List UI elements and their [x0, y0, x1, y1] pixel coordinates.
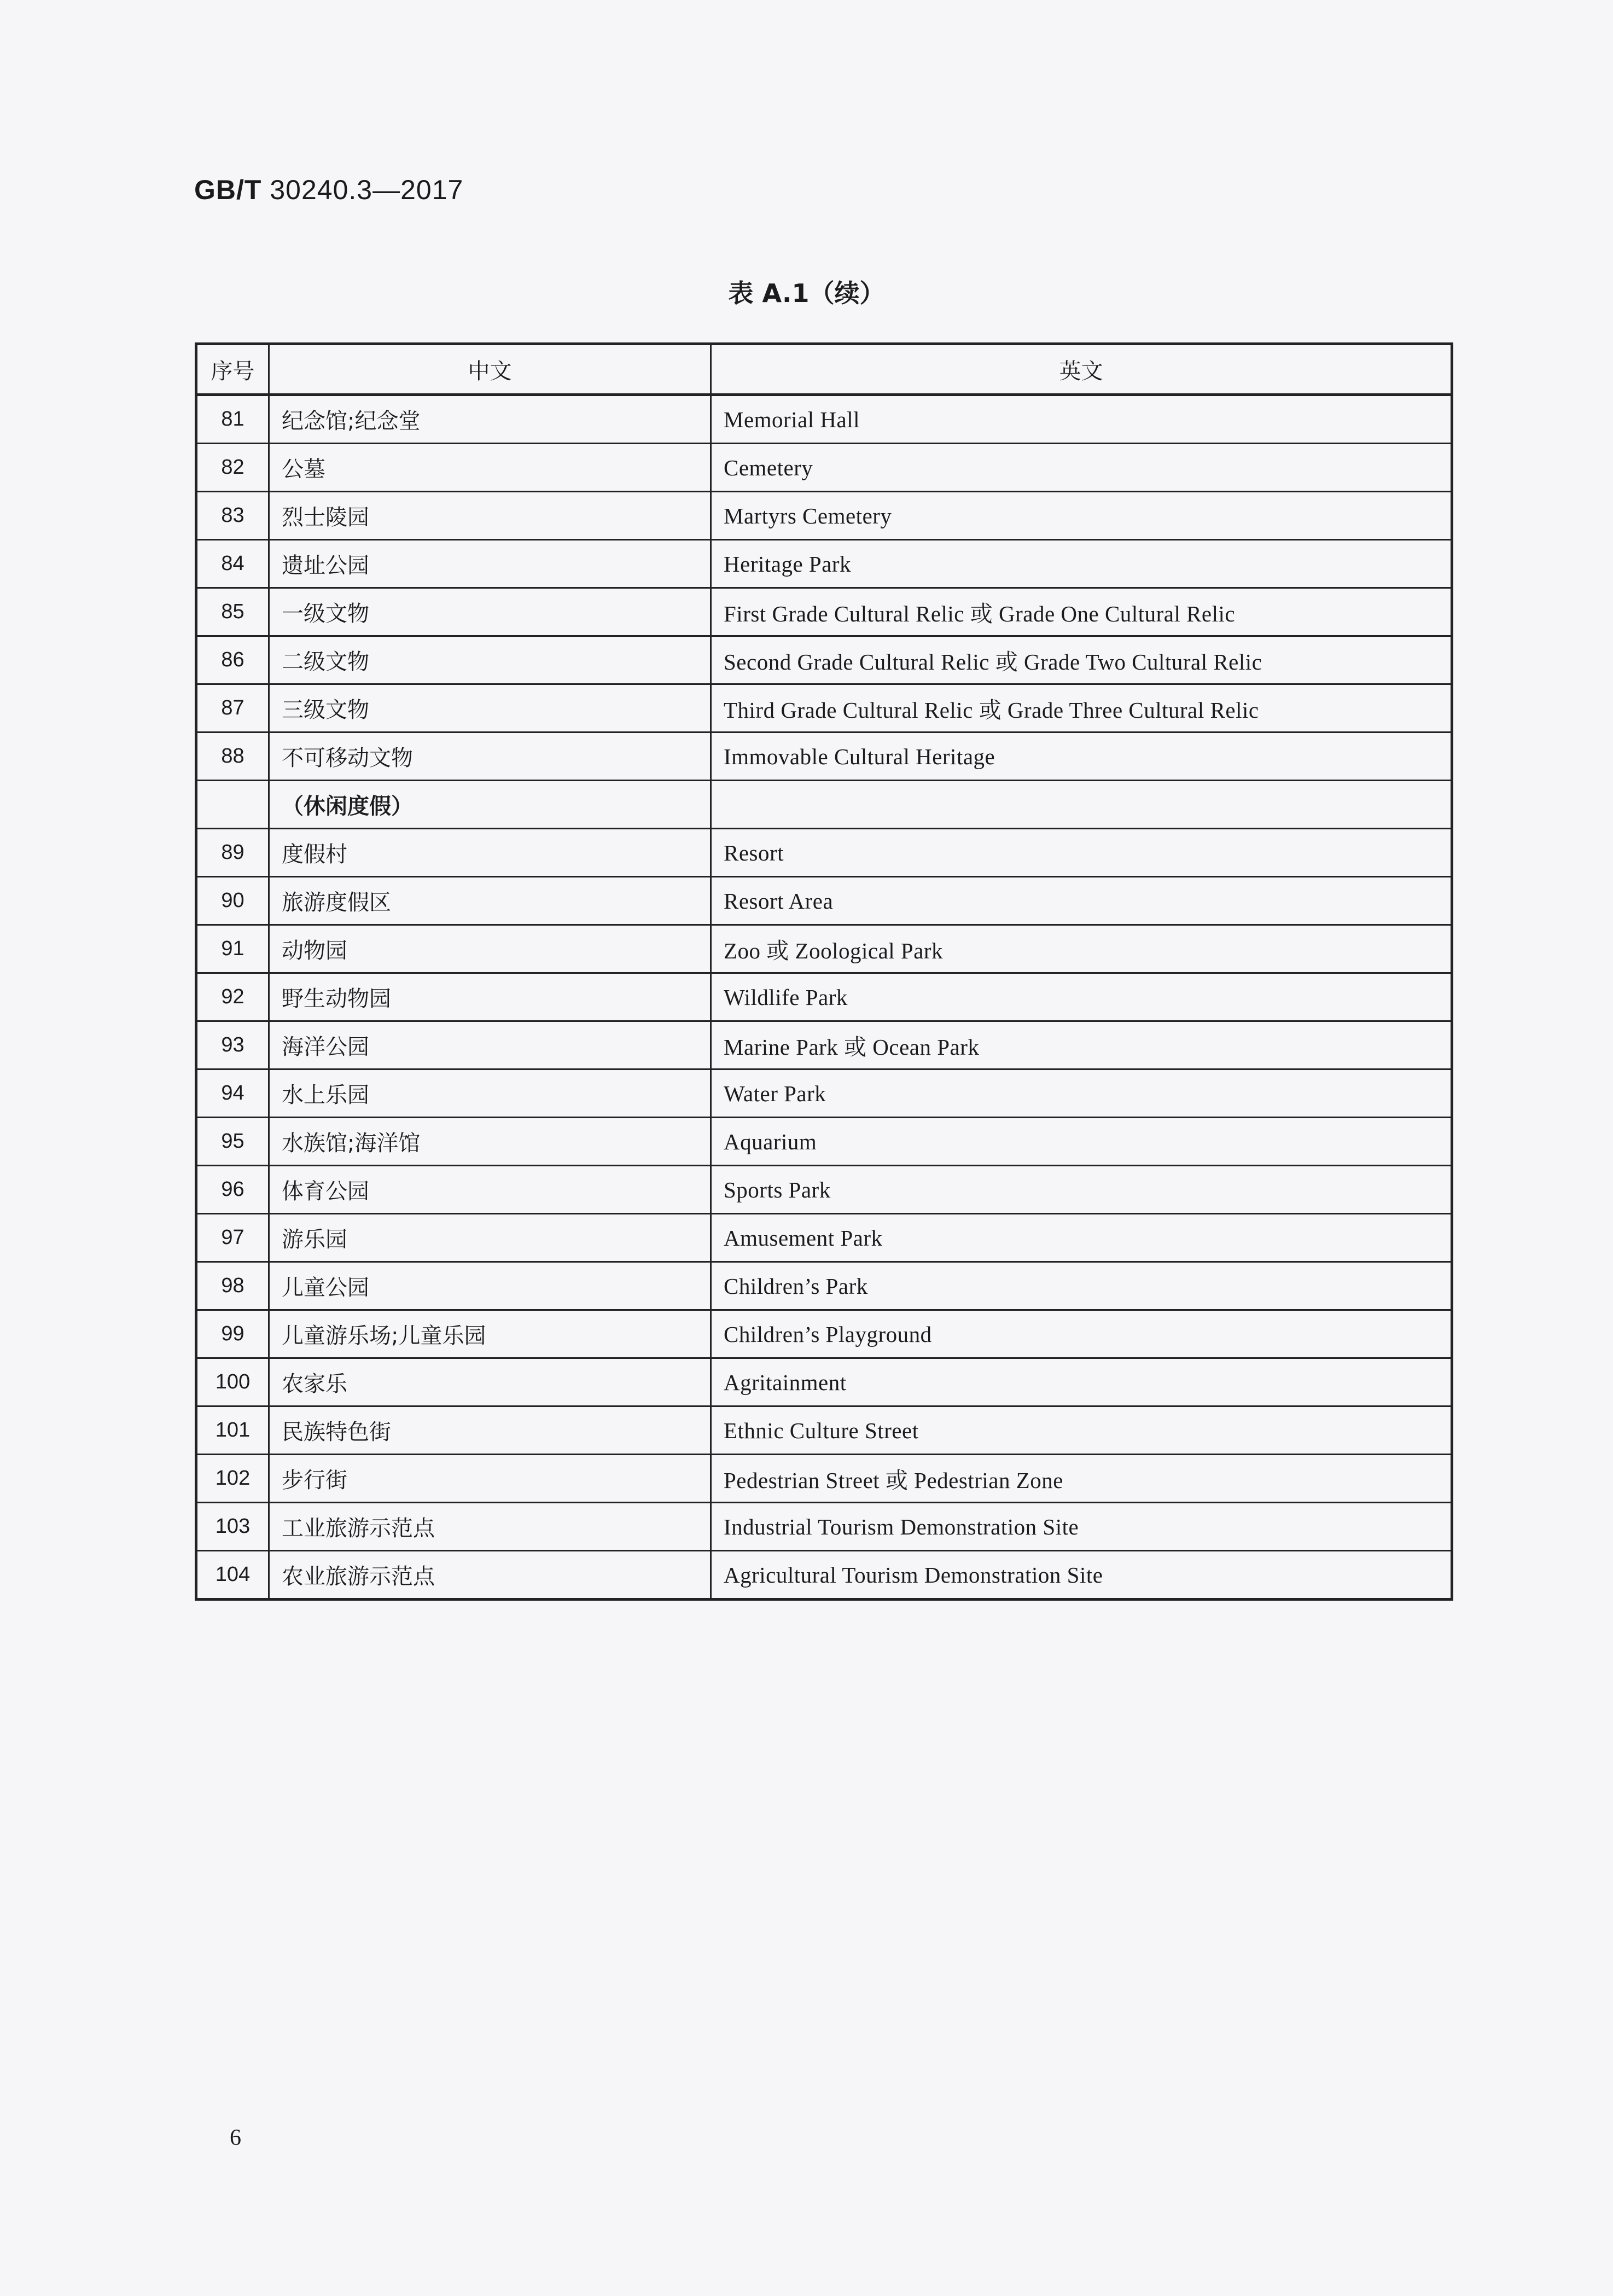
- table-row: [196, 925, 1452, 973]
- cell-english-term: Immovable Cultural Heritage: [711, 733, 1452, 781]
- table-row: [196, 1358, 1452, 1406]
- cell-number: 88: [196, 733, 269, 781]
- cell-chinese-term: 农业旅游示范点: [269, 1551, 711, 1600]
- table-row: [196, 540, 1452, 588]
- cell-english-term: Ethnic Culture Street: [711, 1406, 1452, 1455]
- cell-english-term: Wildlife Park: [711, 973, 1452, 1021]
- cell-chinese-term: 农家乐: [269, 1358, 711, 1406]
- page-number: 6: [230, 2125, 241, 2150]
- cell-chinese-term: 游乐园: [269, 1214, 711, 1262]
- table-row: [196, 1503, 1452, 1551]
- cell-chinese-term: 民族特色街: [269, 1406, 711, 1455]
- cell-english-term: Resort: [711, 829, 1452, 877]
- cell-english-term: Second Grade Cultural Relic 或 Grade Two Cultural Relic: [711, 636, 1452, 684]
- cell-number: 89: [196, 829, 269, 877]
- cell-english-term: Heritage Park: [711, 540, 1452, 588]
- cell-chinese-term: 度假村: [269, 829, 711, 877]
- column-header-number: 序号: [196, 344, 269, 395]
- table-row: [196, 636, 1452, 684]
- cell-chinese-term: 纪念馆;纪念堂: [269, 395, 711, 444]
- cell-number: 87: [196, 684, 269, 733]
- table-row: [196, 588, 1452, 636]
- table-row: [196, 1166, 1452, 1214]
- cell-number: 84: [196, 540, 269, 588]
- cell-number: 98: [196, 1262, 269, 1310]
- cell-number: [196, 781, 269, 829]
- table-row: [196, 395, 1452, 444]
- table-row: [196, 684, 1452, 733]
- cell-english-term: Martyrs Cemetery: [711, 492, 1452, 540]
- cell-number: 93: [196, 1021, 269, 1069]
- cell-english-term: Pedestrian Street 或 Pedestrian Zone: [711, 1455, 1452, 1503]
- cell-english-term: Third Grade Cultural Relic 或 Grade Three Cultural Relic: [711, 684, 1452, 733]
- cell-english-term: Children’s Park: [711, 1262, 1452, 1310]
- cell-chinese-term: 烈士陵园: [269, 492, 711, 540]
- table-row: [196, 1069, 1452, 1118]
- table-header-row: [196, 344, 1452, 395]
- table-row: [196, 1118, 1452, 1166]
- cell-number: 103: [196, 1503, 269, 1551]
- cell-number: 81: [196, 395, 269, 444]
- cell-chinese-term: 步行街: [269, 1455, 711, 1503]
- cell-number: 97: [196, 1214, 269, 1262]
- table-row: [196, 973, 1452, 1021]
- column-header-chinese: 中文: [269, 344, 711, 395]
- cell-chinese-term: 工业旅游示范点: [269, 1503, 711, 1551]
- table-row: [196, 733, 1452, 781]
- cell-english-term: Memorial Hall: [711, 395, 1452, 444]
- document-code-prefix: GB/T: [194, 175, 262, 205]
- cell-number: 101: [196, 1406, 269, 1455]
- cell-chinese-term: 儿童游乐场;儿童乐园: [269, 1310, 711, 1358]
- table-row: [196, 492, 1452, 540]
- column-header-english: 英文: [711, 344, 1452, 395]
- table-caption: 表 A.1（续）: [728, 278, 885, 308]
- table-row: [196, 444, 1452, 492]
- cell-number: 99: [196, 1310, 269, 1358]
- table-row: [196, 877, 1452, 925]
- cell-english-term: Industrial Tourism Demonstration Site: [711, 1503, 1452, 1551]
- cell-english-term: Cemetery: [711, 444, 1452, 492]
- cell-number: 91: [196, 925, 269, 973]
- table-row: [196, 1214, 1452, 1262]
- table-row: [196, 1021, 1452, 1069]
- cell-chinese-term: 水族馆;海洋馆: [269, 1118, 711, 1166]
- cell-chinese-term: 水上乐园: [269, 1069, 711, 1118]
- cell-chinese-term: （休闲度假）: [269, 781, 711, 829]
- cell-chinese-term: 动物园: [269, 925, 711, 973]
- cell-number: 95: [196, 1118, 269, 1166]
- cell-number: 82: [196, 444, 269, 492]
- table-row: [196, 1262, 1452, 1310]
- cell-number: 83: [196, 492, 269, 540]
- cell-english-term: Agritainment: [711, 1358, 1452, 1406]
- cell-english-term: Resort Area: [711, 877, 1452, 925]
- cell-chinese-term: 海洋公园: [269, 1021, 711, 1069]
- table-category-row: [196, 781, 1452, 829]
- cell-chinese-term: 野生动物园: [269, 973, 711, 1021]
- cell-chinese-term: 一级文物: [269, 588, 711, 636]
- table-row: [196, 829, 1452, 877]
- cell-number: 100: [196, 1358, 269, 1406]
- cell-english-term: Agricultural Tourism Demonstration Site: [711, 1551, 1452, 1600]
- cell-number: 96: [196, 1166, 269, 1214]
- cell-english-term: Amusement Park: [711, 1214, 1452, 1262]
- cell-chinese-term: 公墓: [269, 444, 711, 492]
- cell-chinese-term: 遗址公园: [269, 540, 711, 588]
- cell-english-term: Children’s Playground: [711, 1310, 1452, 1358]
- table-row: [196, 1551, 1452, 1600]
- terms-table: [195, 342, 1453, 1601]
- table-body: [196, 395, 1452, 1600]
- cell-english-term: Aquarium: [711, 1118, 1452, 1166]
- cell-english-term: Zoo 或 Zoological Park: [711, 925, 1452, 973]
- cell-number: 94: [196, 1069, 269, 1118]
- cell-english-term: [711, 781, 1452, 829]
- cell-chinese-term: 体育公园: [269, 1166, 711, 1214]
- cell-english-term: Water Park: [711, 1069, 1452, 1118]
- cell-chinese-term: 三级文物: [269, 684, 711, 733]
- table-row: [196, 1310, 1452, 1358]
- cell-english-term: Marine Park 或 Ocean Park: [711, 1021, 1452, 1069]
- cell-english-term: Sports Park: [711, 1166, 1452, 1214]
- cell-chinese-term: 不可移动文物: [269, 733, 711, 781]
- cell-chinese-term: 二级文物: [269, 636, 711, 684]
- table-row: [196, 1455, 1452, 1503]
- cell-number: 86: [196, 636, 269, 684]
- cell-number: 104: [196, 1551, 269, 1600]
- cell-number: 85: [196, 588, 269, 636]
- table-row: [196, 1406, 1452, 1455]
- document-code: [194, 174, 463, 206]
- cell-english-term: First Grade Cultural Relic 或 Grade One Cultural Relic: [711, 588, 1452, 636]
- terms-table-container: [195, 342, 1451, 1601]
- cell-chinese-term: 儿童公园: [269, 1262, 711, 1310]
- cell-chinese-term: 旅游度假区: [269, 877, 711, 925]
- cell-number: 92: [196, 973, 269, 1021]
- cell-number: 102: [196, 1455, 269, 1503]
- cell-number: 90: [196, 877, 269, 925]
- document-code-number: 30240.3—2017: [270, 175, 464, 205]
